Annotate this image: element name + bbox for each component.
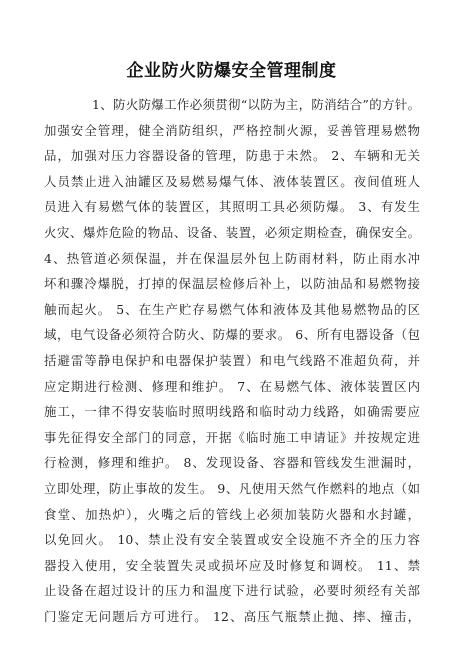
text-line: 行检测，修理和维护。 8、发现设备、容器和管线发生泄漏时， xyxy=(44,455,420,471)
text-line: 括避雷等静电保护和电器保护装置）和电气线路不准超负荷，并 xyxy=(44,352,420,368)
text-line: 立即处理，防止事故的发生。 9、凡使用天然气作燃料的地点（如 xyxy=(44,480,420,496)
text-line: 以免回火。 10、禁止没有安全装置或安全设施不齐全的压力容 xyxy=(44,532,420,548)
text-line: 人员禁止进入油罐区及易燃易爆气体、液体装置区。夜间值班人 xyxy=(44,173,420,189)
text-line: 员进入有易燃气体的装置区，其照明工具必须防爆。 3、有发生 xyxy=(44,199,420,215)
text-line: 应定期进行检测、修理和维护。 7、在易燃气体、液体装置区内 xyxy=(44,378,420,394)
text-line: 品，加强对压力容器设备的管理，防患于未然。 2、车辆和无关 xyxy=(44,148,420,164)
text-line: 加强安全管理，健全消防组织，严格控制火源，妥善管理易燃物 xyxy=(44,122,420,138)
text-line: 器投入使用，安全装置失灵或损坏应及时修复和调校。 11、禁 xyxy=(44,557,420,573)
text-line: 坏和骤冷爆脱，打掉的保温层检修后补上，以防油品和易燃物接 xyxy=(44,276,420,292)
text-line: 止设备在超过设计的压力和温度下进行试验，必要时须经有关部 xyxy=(44,583,420,599)
text-line: 门鉴定无问题后方可进行。 12、高压气瓶禁止抛、摔、撞击， xyxy=(44,608,420,624)
text-line: 域，电气设备必须符合防火、防爆的要求。 6、所有电器设备（包 xyxy=(44,327,420,343)
document-title: 企业防火防爆安全管理制度 xyxy=(126,61,337,81)
text-line: 火灾、爆炸危险的物品、设备、装置，必须定期检查，确保安全。 xyxy=(44,224,420,240)
document-body xyxy=(44,92,420,629)
text-line: 事先征得安全部门的同意，开据《临时施工申请证》并按规定进 xyxy=(44,429,420,445)
text-line: 触而起火。 5、在生产贮存易燃气体和液体及其他易燃物品的区 xyxy=(44,301,420,317)
text-line: 施工，一律不得安装临时照明线路和临时动力线路，如确需要应 xyxy=(44,404,420,420)
text-line: 4、热管道必须保温，并在保温层外包上防雨材料，防止雨水冲 xyxy=(44,250,420,266)
text-line: 1、防火防爆工作必须贯彻“以防为主，防消结合”的方针。 xyxy=(92,97,420,112)
text-line: 食堂、加热炉），火嘴之后的管线上必须加装防火器和水封罐， xyxy=(44,506,420,522)
